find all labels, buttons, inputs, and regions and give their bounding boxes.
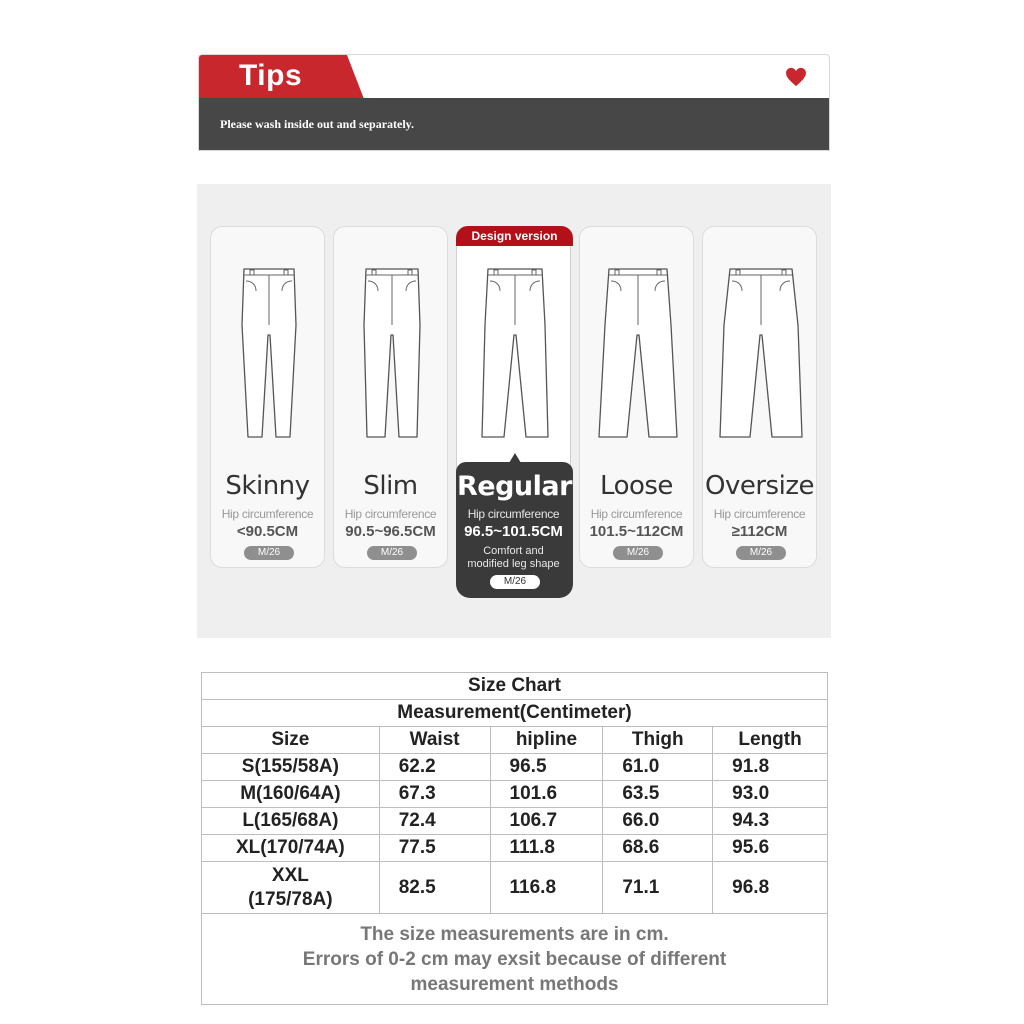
size-cell: L(165/68A) [202,808,380,835]
length-cell: 91.8 [713,754,828,781]
fit-card-slim [333,226,448,568]
size-badge: M/26 [736,546,786,560]
measurement-notes [202,914,828,1005]
waist-cell: 77.5 [379,835,490,862]
hip-value: 96.5~101.5CM [464,523,563,540]
thigh-cell: 71.1 [603,862,713,914]
table-notes-row [202,914,828,1005]
hipline-cell: 96.5 [490,754,603,781]
header-cell: hipline [490,727,603,754]
size-line2: (175/78A) [248,888,333,910]
header-cell: Thigh [603,727,713,754]
oversize-pants-icon [718,265,804,441]
tips-message: Please wash inside out and separately. [220,117,415,131]
fit-card-regular [456,226,571,596]
waist-cell: 82.5 [379,862,490,914]
size-chart-title: Size Chart [202,673,828,700]
table-row [202,835,828,862]
table-row [202,862,828,914]
hip-value: ≥112CM [731,523,788,540]
fit-description [457,545,570,571]
length-cell: 95.6 [713,835,828,862]
waist-cell: 67.3 [379,781,490,808]
note-line2: Errors of 0-2 cm may exsit because of different [302,948,727,970]
fit-card-loose [579,226,694,568]
length-cell: 93.0 [713,781,828,808]
length-cell: 96.8 [713,862,828,914]
hip-label: Hip circumference [713,507,806,521]
table-row [202,781,828,808]
waist-cell: 62.2 [379,754,490,781]
size-badge: M/26 [490,575,540,589]
table-row [202,808,828,835]
hip-value: 90.5~96.5CM [345,523,436,540]
note-line1: The size measurements are in cm. [360,923,669,945]
heart-icon [785,67,807,87]
hip-label: Hip circumference [221,507,314,521]
fit-name: Loose [600,471,673,501]
size-line1: XXL [271,864,309,886]
size-cell [202,862,380,914]
size-badge: M/26 [367,546,417,560]
size-chart-subtitle: Measurement(Centimeter) [202,700,828,727]
size-cell: XL(170/74A) [202,835,380,862]
design-version-badge: Design version [456,226,573,246]
hipline-cell: 101.6 [490,781,603,808]
hip-value: 101.5~112CM [589,523,684,540]
hipline-cell: 116.8 [490,862,603,914]
size-badge: M/26 [613,546,663,560]
fit-name: Skinny [225,471,310,501]
hip-value: <90.5CM [236,523,299,540]
fit-card-oversize [702,226,817,568]
tips-message-bar [199,98,829,151]
hip-label: Hip circumference [344,507,437,521]
size-chart-table [201,672,828,1005]
size-cell: M(160/64A) [202,781,380,808]
fit-description-line1: Comfort and [483,545,544,557]
hipline-cell: 106.7 [490,808,603,835]
table-row [202,754,828,781]
size-badge: M/26 [244,546,294,560]
length-cell: 94.3 [713,808,828,835]
fit-card-skinny [210,226,325,568]
fit-comparison-panel [197,184,831,638]
thigh-cell: 66.0 [603,808,713,835]
fit-name: Slim [363,471,418,501]
thigh-cell: 68.6 [603,835,713,862]
header-cell: Length [713,727,828,754]
waist-cell: 72.4 [379,808,490,835]
tips-title: Tips [239,59,303,92]
hip-label: Hip circumference [590,507,683,521]
regular-pants-icon [472,265,558,441]
fit-name: Oversize [705,471,814,501]
table-header-row [202,727,828,754]
fit-description-line2: modified leg shape [467,558,560,570]
slim-pants-icon [349,265,435,441]
size-cell: S(155/58A) [202,754,380,781]
skinny-pants-icon [226,265,312,441]
tips-banner [198,54,830,151]
hip-label: Hip circumference [467,507,560,521]
thigh-cell: 63.5 [603,781,713,808]
header-cell: Waist [379,727,490,754]
thigh-cell: 61.0 [603,754,713,781]
header-cell: Size [202,727,380,754]
fit-name: Regular [457,471,572,502]
note-line3: measurement methods [410,973,619,995]
loose-pants-icon [595,265,681,441]
hipline-cell: 111.8 [490,835,603,862]
